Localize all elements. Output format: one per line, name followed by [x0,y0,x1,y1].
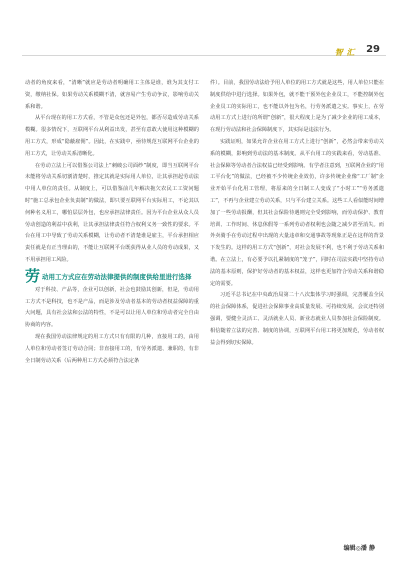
right-paragraph-1: 件）。目前，我国劳动法给予用人单位的用工方式就是这些，用人单位只能在制度供给中进行选择。如果外包，就不能干预外包企业员工，不能控制外包企业员工的实际用工，也不能以外包为名，行劳务派遣之实。事实上，在劳动用工方式上进行的所谓“创新”，很大程度上是为了减少企业的用工成本，在现行劳动法和社会保障制度下，其实际是违法行为。 [210,80,384,134]
left-paragraph-5: 现在我国劳动法律规定的用工方式只有有限的几种，直接用工的，由用人单位和劳动者签订劳动合同；非直接用工的，有劳务派遣、兼职的，有非全日制劳动关系（后两种用工方式必须符合法定条 [25,333,199,364]
section-subhead [25,266,199,285]
section-name: 智 汇 [334,48,355,57]
subhead-initial: 劳 [25,266,41,285]
left-column [25,78,199,367]
left-paragraph-3: 在劳动立法上可以借鉴公司法上“刺破公司面纱”制度，即当互联网平台未能将劳动关系切割清楚时，推定其就是实际用人单位，让其承担起劳动法中用人单位的责任。从制度上，可以借鉴前几年解决拖欠农民工工资问题时“施工总承包企业负责制”的做法，即只要互联网平台实际用工，不论其以何种名义用工，哪怕层层外包，也应承担法律责任。因为平台企业从众人员劳动创造的利益中获利，让其承担法律责任符合权利义务一致性的要求。平台在用工中导致了劳动关系模糊，让劳动者不清楚谁是雇主，平台承担相应责任就是有正当理由的，不能让互联网平台既获得从业人员的劳动成果，又不用承担用工风险。 [25,162,199,263]
page-number: 29 [366,44,380,55]
header-rule [22,55,386,56]
subhead-text: 动用工方式应在劳动法律提供的制度供给里进行选择 [42,272,192,281]
right-column [210,78,384,349]
right-paragraph-2: 实践证明，如果允许企业在用工方式上进行“创新”，必然会带来劳动关系的模糊，影响到劳动法的基本制度。从平台用工的实践来看，劳动基准、社会保障等劳动者合法权益已经受到影响。有学者注意到，互联网企业的“用工平台化”的做法，已经被不少传统企业效仿，许多传统企业像“工厂制”企业开始平台化用工管理，将原来的全日制工人变成了“小时工”“劳务派遣工”，不再与企业建立劳动关系，只与平台建立关系。这些工人看似能时间增加了一些劳动报酬，但其社会保险待遇则完全受到影响，而劳动保护、教育培训、工作时间、休息休假等一系列劳动者权利也会随之减少甚至消失。而外卖骑手在劳动过程中出现的大量违章和交通事故等现象正是在这样的背景下发生的。这样的用工方式“创新”，对社会发展不利，也不利于劳动关系和谐。在立法上，有必要予以扎紧制度的“笼子”，同时在司法实践中坚持劳动法的基本原则，保护好劳动者的基本权益，这样也更加符合劳动关系和谐稳定的需要。 [210,138,384,287]
right-paragraph-3: 习近平总书记在中央政治局第二十八次集体学习时强调，完善覆盖全民的社会保障体系，促进社会保障事业高质量发展、可持续发展。会议还特别强调，要健全灵活工、灵活就业人员、新业态就业人员参加社会保险制度。相信随着立法的完善、制度的协调，互联网平台用工将更加规范，劳动者权益会得到切实保障。 [210,292,384,346]
left-paragraph-4: 对于科技、产品等，企业可以创新，社会也鼓励其创新，但是，劳动用工方式不是科技，也不是产品，而是涉及劳动者基本的劳动者权益保障的重大问题，具有社会法和公法的特性，不是可以让用人单位和劳动者完全自由协商的内容。 [25,286,199,329]
editor-byline: 编辑◎潘 静 [343,545,375,552]
left-paragraph-2: 从平台现在的用工方式看，不管是众包还是外包，都否尽造成劳动关系模糊。很多情况下，互联网平台从利益出发，甚至有意敢大使用这种模糊的用工方式，形成“隐蔽雇佣”。因此，在实践中，亟待规范互联网平台企业的用工方式，让劳动关系清晰化。 [25,115,199,157]
left-paragraph-1: 动者的角度来看，“清晰”就应是劳动者明确用工主体是谁，谁为其支付工资，缴纳社保。如果劳动关系模糊不清，就容易产生劳动争议，影响劳动关系和谐。 [25,80,199,110]
